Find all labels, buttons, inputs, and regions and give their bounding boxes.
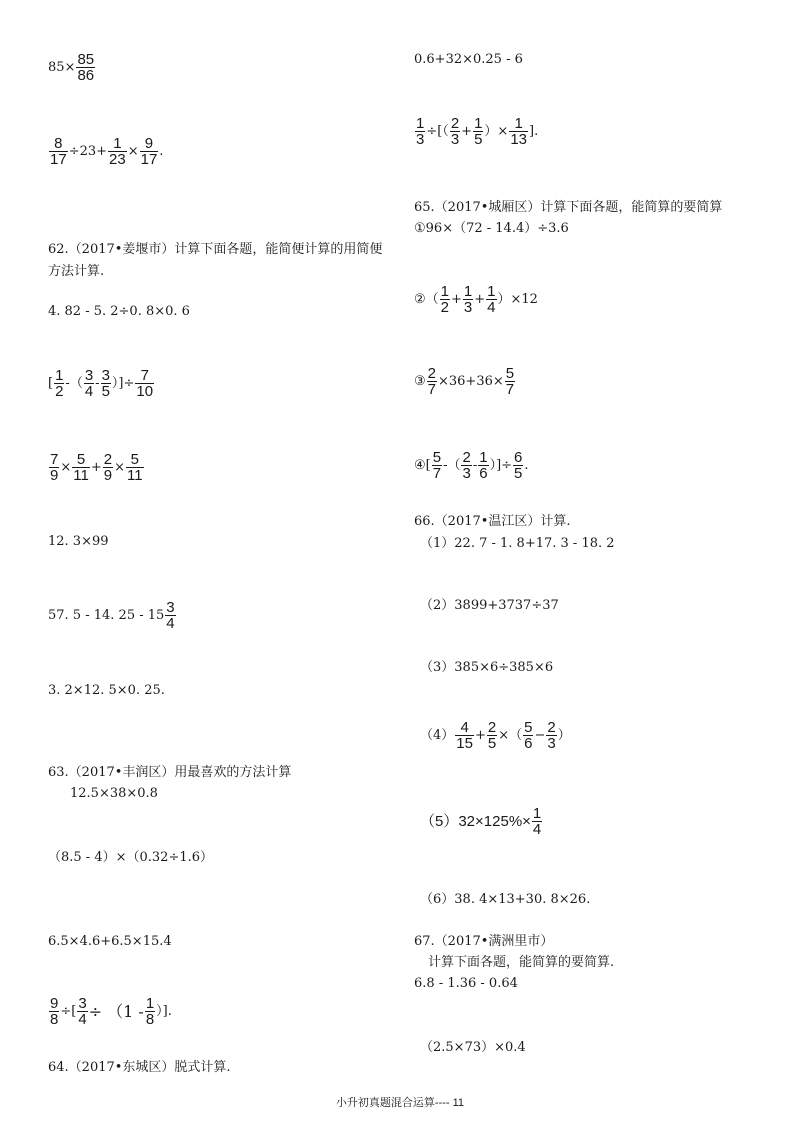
fraction: $\frac{1}{4}$ bbox=[487, 283, 496, 316]
expr-r2: $\frac{1}{3}$ ÷[（ $\frac{2}{3}$ + $\frac{1}{5}$ ）× $\frac{1}{13}$ ]. bbox=[416, 115, 539, 148]
fraction: $\frac{6}{5}$ bbox=[514, 449, 523, 482]
fraction: $\frac{5}{11}$ bbox=[126, 451, 143, 484]
fraction: $\frac{7}{9}$ bbox=[50, 451, 59, 484]
fraction: $\frac{9}{17}$ bbox=[140, 135, 158, 168]
question-63-a: 12.5×38×0.8 bbox=[70, 786, 158, 801]
fraction: $\frac{5}{11}$ bbox=[73, 451, 89, 484]
fraction: $\frac{4}{15}$ bbox=[456, 719, 473, 752]
question-62-d: 12. 3×99 bbox=[48, 534, 109, 549]
question-65-c: ③ $\frac{2}{7}$ ×36+36× $\frac{5}{7}$ bbox=[414, 365, 515, 398]
question-62-title-line1: 62.（2017•姜堰市）计算下面各题，能简便计算的用简便 bbox=[48, 242, 383, 257]
fraction: $\frac{8}{17}$ bbox=[50, 135, 67, 168]
fraction: $\frac{1}{6}$ bbox=[479, 449, 488, 482]
question-63-title: 63.（2017•丰润区）用最喜欢的方法计算 bbox=[48, 765, 292, 780]
fraction: $\frac{7}{10}$ bbox=[136, 367, 154, 400]
expr-85-times-frac: 85× $\frac{85}{86}$ bbox=[48, 51, 95, 84]
question-66-title: 66.（2017•温江区）计算. bbox=[414, 514, 571, 529]
fraction: $\frac{1}{5}$ bbox=[474, 115, 483, 148]
fraction: $\frac{5}{7}$ bbox=[432, 449, 442, 482]
fraction: $\frac{1}{23}$ bbox=[109, 135, 126, 168]
fraction: $\frac{2}{3}$ bbox=[547, 719, 556, 752]
fraction: $\frac{1}{3}$ bbox=[463, 283, 473, 316]
fraction: $\frac{1}{3}$ bbox=[416, 115, 425, 148]
question-62-title-line2: 方法计算. bbox=[48, 264, 105, 279]
question-67-b: （2.5×73）×0.4 bbox=[420, 1040, 526, 1055]
question-65-b: ②（ $\frac{1}{2}$ + $\frac{1}{3}$ + $\frac{1}{4}$ ）×12 bbox=[414, 283, 538, 316]
question-65-d: ④[ $\frac{5}{7}$ -（ $\frac{2}{3}$ - $\frac{1}{6}$ ）]÷ $\frac{6}{5}$ . bbox=[414, 449, 529, 482]
question-65-title: 65.（2017•城厢区）计算下面各题，能简算的要简算 bbox=[414, 200, 723, 215]
question-67-subtitle: 计算下面各题，能简算的要简算. bbox=[428, 955, 615, 970]
fraction: $\frac{3}{4}$ bbox=[84, 367, 94, 400]
fraction: $\frac{2}{3}$ bbox=[450, 115, 460, 148]
fraction: $\frac{5}{7}$ bbox=[505, 365, 515, 398]
question-62-a: 4. 82 - 5. 2÷0. 8×0. 6 bbox=[48, 304, 190, 319]
fraction: $\frac{2}{3}$ bbox=[462, 449, 471, 482]
fraction: $\frac{1}{2}$ bbox=[440, 283, 449, 316]
page-footer: 小升初真题混合运算---- 11 bbox=[335, 1097, 465, 1109]
fraction: $\frac{3}{4}$ bbox=[78, 995, 87, 1028]
fraction: $\frac{1}{13}$ bbox=[510, 115, 527, 148]
question-63-b: （8.5 - 4）×（0.32÷1.6） bbox=[48, 850, 214, 865]
question-66-b: （2）3899+3737÷37 bbox=[420, 598, 559, 613]
fraction: $\frac{5}{6}$ bbox=[524, 719, 533, 752]
question-64-title: 64.（2017•东城区）脱式计算. bbox=[48, 1060, 231, 1075]
question-66-d: （4） $\frac{4}{15}$ + $\frac{2}{5}$ ×（ $\frac{5}{6}$ − $\frac{2}{3}$ ） bbox=[420, 719, 571, 752]
expr-8-17-div-23: $\frac{8}{17}$ ÷23+ $\frac{1}{23}$ × $\frac{9}{17}$ . bbox=[50, 135, 164, 168]
fraction: $\frac{2}{9}$ bbox=[103, 451, 113, 484]
question-66-c: （3）385×6÷385×6 bbox=[420, 660, 554, 675]
question-62-b: [ $\frac{1}{2}$ -（ $\frac{3}{4}$ - $\frac{3}{5}$ ）]÷ $\frac{7}{10}$ bbox=[48, 367, 154, 400]
question-62-c: $\frac{7}{9}$ × $\frac{5}{11}$ + $\frac{2}{9}$ × $\frac{5}{11}$ bbox=[50, 451, 143, 484]
question-66-f: （6）38. 4×13+30. 8×26. bbox=[420, 892, 591, 907]
fraction: $\frac{85}{86}$ bbox=[77, 51, 95, 84]
question-66-e: （5）32×125%× $\frac{1}{4}$ bbox=[420, 805, 542, 838]
question-63-d: $\frac{9}{8}$ ÷[ $\frac{3}{4}$ ÷ （1 - $\frac{1}{8}$ ）]. bbox=[50, 995, 172, 1028]
question-67-a: 6.8 - 1.36 - 0.64 bbox=[414, 976, 518, 991]
fraction: $\frac{1}{2}$ bbox=[55, 367, 64, 400]
expr-r1: 0.6+32×0.25 - 6 bbox=[414, 52, 523, 67]
fraction: $\frac{1}{4}$ bbox=[532, 805, 542, 838]
fraction: $\frac{2}{5}$ bbox=[487, 719, 497, 752]
fraction: $\frac{2}{7}$ bbox=[427, 365, 436, 398]
question-62-e: 57. 5 - 14. 25 - 15 $\frac{3}{4}$ bbox=[48, 599, 175, 632]
question-67-title: 67.（2017•满洲里市） bbox=[414, 934, 554, 949]
question-63-c: 6.5×4.6+6.5×15.4 bbox=[48, 934, 172, 949]
fraction: $\frac{3}{5}$ bbox=[101, 367, 110, 400]
question-66-a: （1）22. 7 - 1. 8+17. 3 - 18. 2 bbox=[420, 536, 615, 551]
fraction: $\frac{1}{8}$ bbox=[145, 995, 155, 1028]
fraction: $\frac{3}{4}$ bbox=[166, 599, 175, 632]
question-62-f: 3. 2×12. 5×0. 25. bbox=[48, 683, 165, 698]
question-65-a: ①96×（72 - 14.4）÷3.6 bbox=[414, 221, 569, 236]
fraction: $\frac{9}{8}$ bbox=[50, 995, 59, 1028]
